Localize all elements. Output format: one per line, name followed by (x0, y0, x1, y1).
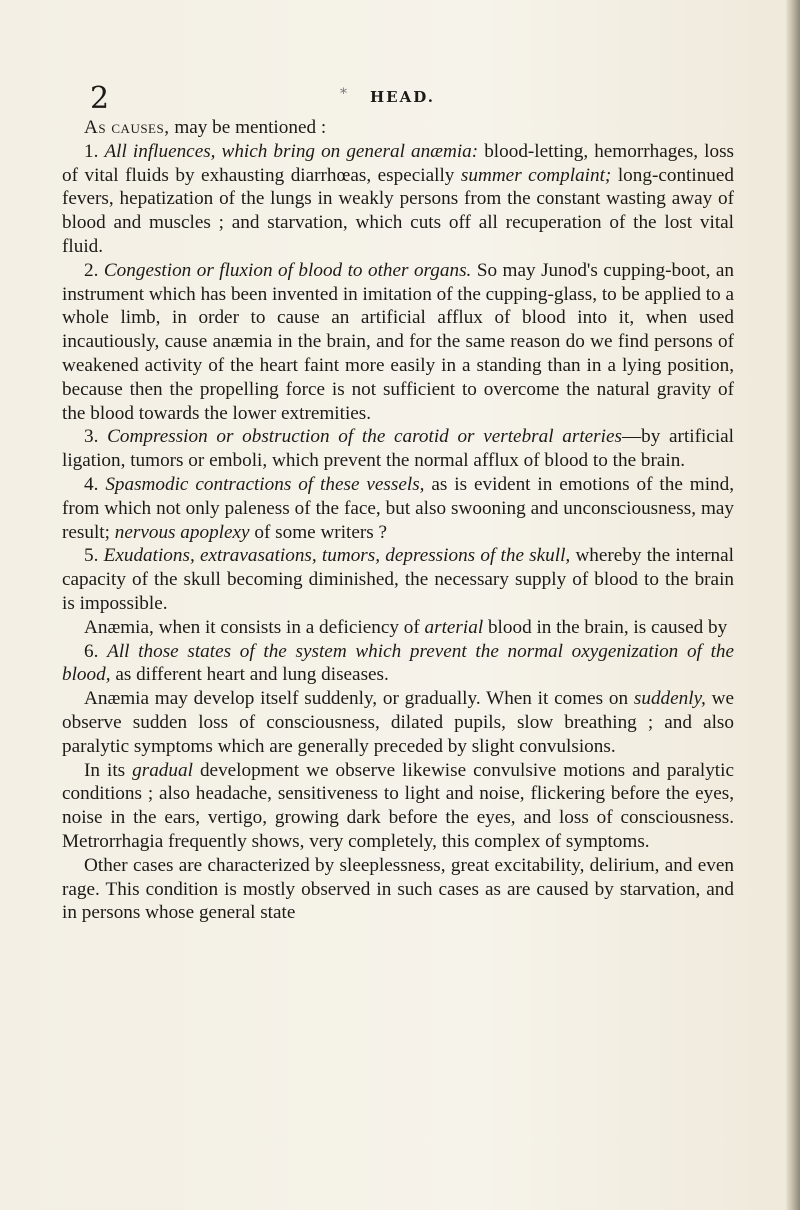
cause-5 (62, 544, 734, 615)
gradual-text-a: In its (84, 759, 133, 781)
cause-4-text-a: as is evident in emotions of the mind, from which not only paleness of the face, but also swooning and unconsciousness, may result; (62, 473, 735, 543)
gradual-paragraph (62, 759, 734, 854)
body-text (62, 116, 734, 925)
cause-2-text: So may Junod's cupping-boot, an instrument which has been invented in imitation of the cupping-glass, to be applied to a whole limb, in order to cause an artificial afflux of blood into it, when used incautiously, cause anæmia in the brain, and for the same reason do we find persons of weakened activity of the heart faint more easily in a standing than in a lying position, because then the propelling force is not sufficient to overcome the natural gravity of the blood towards the lower extremities. (62, 259, 734, 424)
sudden-text-a: Anæmia may develop itself suddenly, or gradually. When it comes on (84, 688, 634, 710)
intro-lead: As causes, (84, 117, 170, 138)
intro-rest: may be mentioned : (169, 117, 327, 138)
page-header (90, 82, 730, 116)
gradual-italic: gradual (132, 759, 193, 781)
arterial-text-a: Anæmia, when it consists in a deficiency of (84, 616, 425, 638)
cause-3-number: 3. (84, 426, 108, 448)
arterial-italic: arterial (424, 616, 484, 638)
cause-4 (62, 473, 734, 544)
arterial-paragraph (62, 616, 734, 640)
intro-paragraph (62, 116, 734, 140)
sudden-italic: suddenly, (633, 688, 706, 710)
sudden-text-c: we observe sudden loss of consciousness, dilated pupils, slow breathing ; and also paralytic symptoms which are generally preceded by slight convulsions. (62, 688, 734, 757)
cause-6 (62, 640, 734, 688)
cause-4-italic: nervous apoplexy (114, 521, 250, 543)
sudden-paragraph (62, 687, 734, 758)
other-paragraph (62, 854, 734, 925)
cause-2-number: 2. (84, 259, 104, 281)
cause-1-italic: summer complaint; (460, 164, 612, 186)
cause-1-title: All influences, which bring on general anæmia: (104, 140, 479, 162)
cause-4-title: Spasmodic contractions of these vessels, (105, 473, 425, 495)
cause-5-number: 5. (84, 545, 104, 567)
cause-2-title: Congestion or fluxion of blood to other organs. (103, 259, 472, 281)
other-text: Other cases are characterized by sleeplessness, great excitability, delirium, and even rage. This condition is mostly observed in such cases as are caused by starvation, and in persons whose general state (62, 854, 734, 924)
top-mark: * (340, 86, 347, 102)
cause-6-title: All those states of the system which prevent the normal oxygenization of the blood, (62, 640, 735, 686)
cause-1-text-a: blood-letting, hemorrhages, loss of vital fluids by exhausting diarrhœas, especially (62, 140, 735, 186)
gradual-text-c: development we observe likewise convulsive motions and paralytic conditions ; also headache, sensitiveness to light and noise, flickering before the eyes, noise in the ears, vertigo, growing dark before the eyes, and loss of consciousness. Metrorrhagia frequently shows, very completely, this complex of symptoms. (62, 759, 734, 852)
cause-3-text: —by artificial ligation, tumors or emboli, which prevent the normal afflux of blood to the brain. (62, 426, 735, 472)
page-number: 2 (90, 81, 110, 116)
cause-4-number: 4. (84, 473, 106, 495)
cause-6-number: 6. (84, 640, 108, 662)
running-head: HEAD. (370, 88, 435, 106)
cause-3 (62, 425, 734, 473)
cause-1 (62, 140, 734, 259)
cause-2 (62, 259, 734, 426)
cause-1-number: 1. (84, 140, 105, 162)
arterial-text-c: blood in the brain, is caused by (483, 616, 728, 638)
cause-6-text: as different heart and lung diseases. (110, 664, 389, 686)
cause-4-text-c: of some writers ? (249, 521, 388, 543)
cause-3-title: Compression or obstruction of the carotid or vertebral arteries (107, 426, 622, 448)
cause-5-title: Exudations, extravasations, tumors, depressions of the skull, (103, 545, 571, 567)
page-edge-shadow (786, 0, 800, 1210)
cause-1-text-c: long-continued fevers, hepatization of the lungs in weakly persons from the constant wasting away of blood and muscles ; and starvation, which cuts off all recuperation of the lost vital fluid. (62, 164, 734, 257)
cause-5-text: whereby the internal capacity of the skull becoming diminished, the necessary supply of blood to the brain is impossible. (62, 545, 734, 614)
